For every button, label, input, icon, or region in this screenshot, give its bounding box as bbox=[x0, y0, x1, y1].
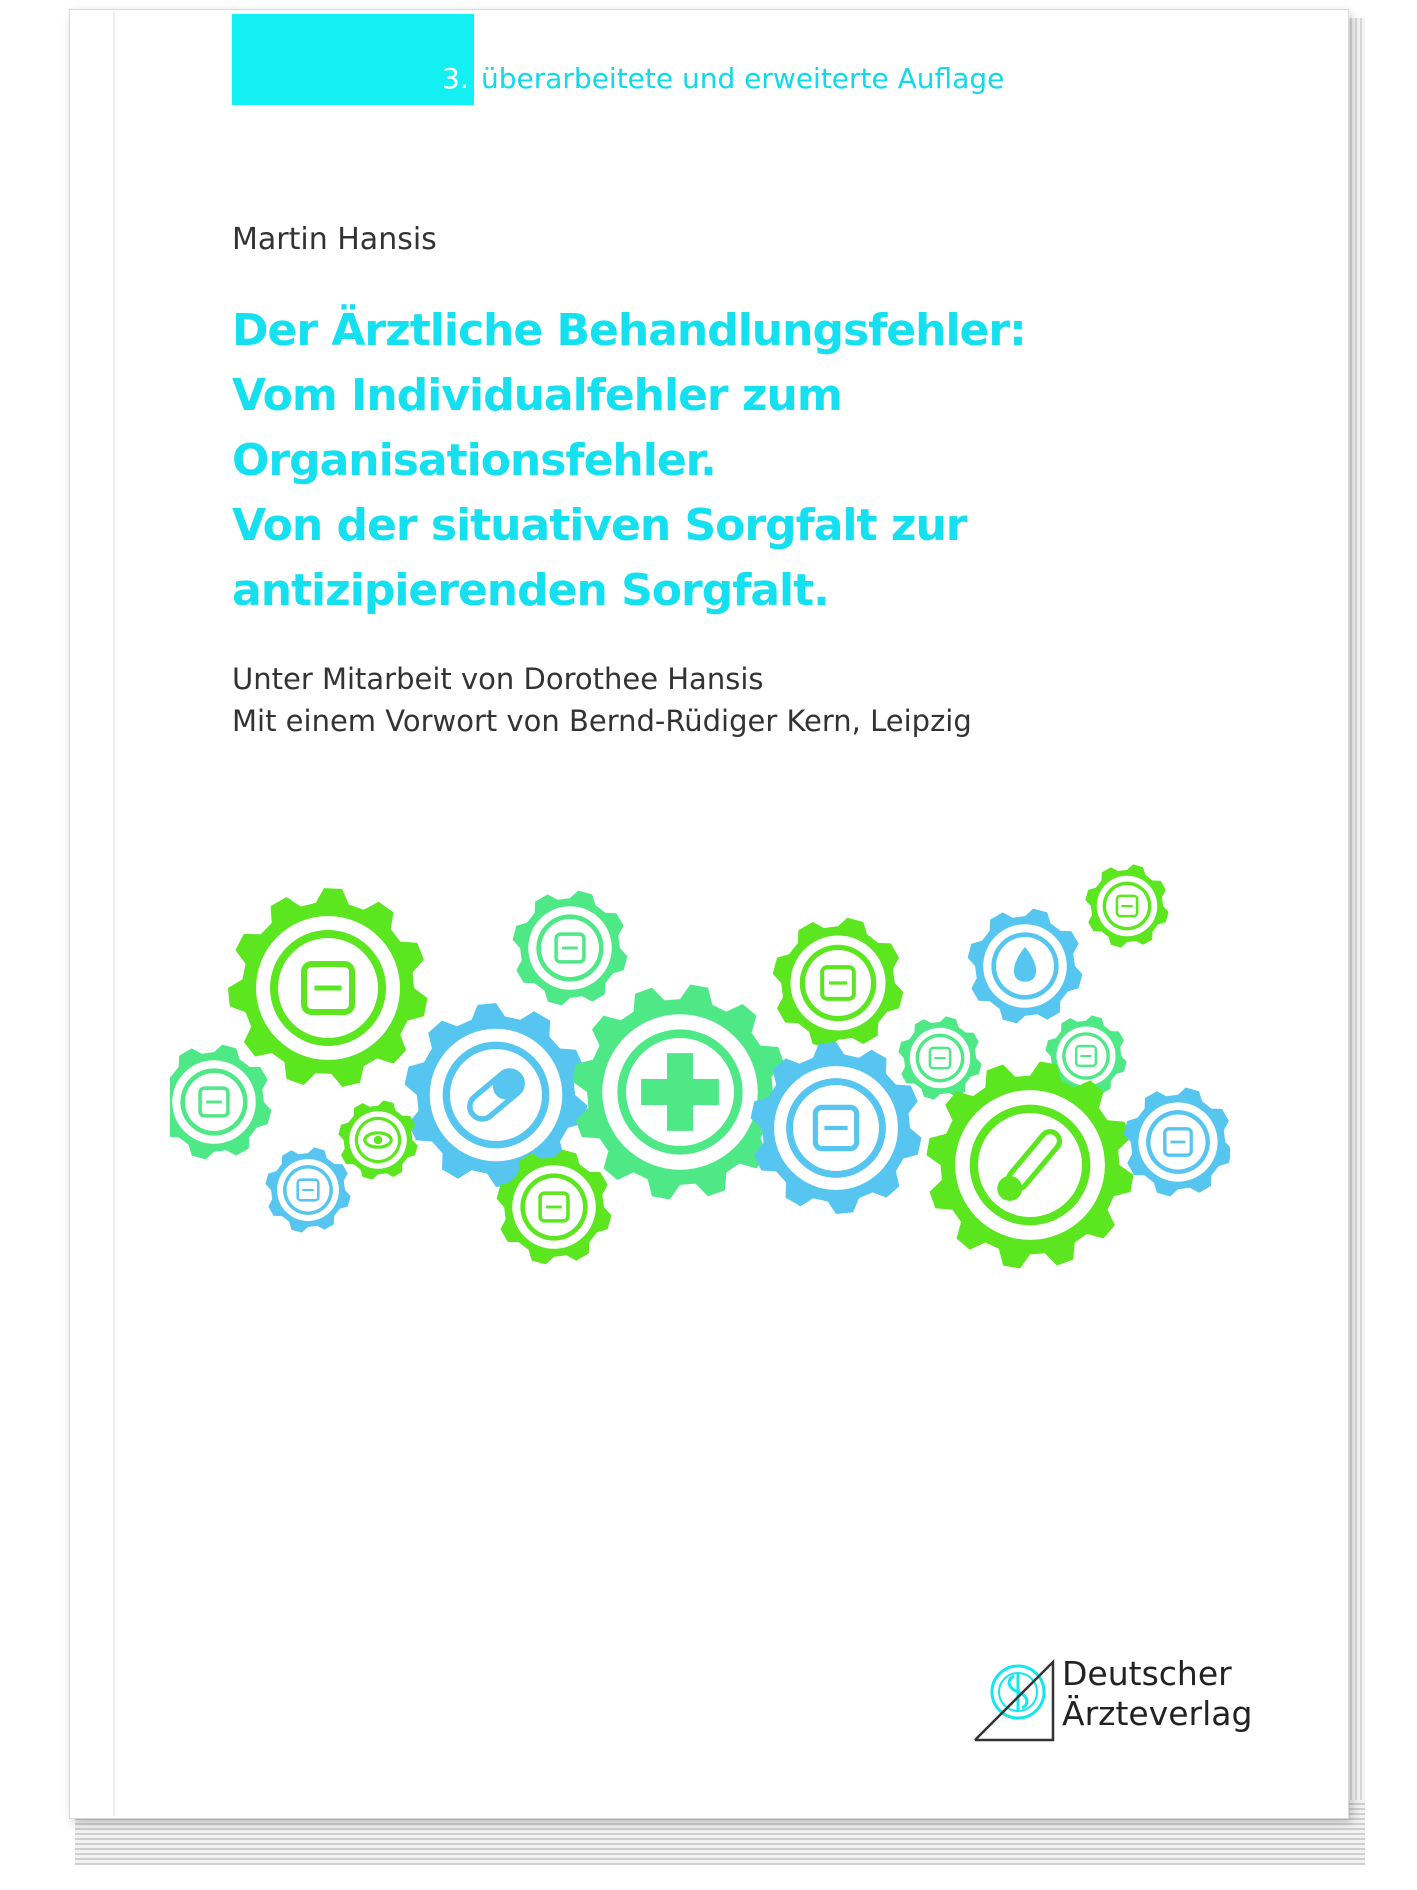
gear bbox=[573, 985, 788, 1200]
gear bbox=[751, 1042, 922, 1214]
publisher-name bbox=[1062, 1654, 1252, 1734]
contributors bbox=[232, 658, 972, 742]
gear bbox=[968, 909, 1083, 1024]
gear bbox=[773, 918, 904, 1049]
edition-number: 3. bbox=[442, 62, 469, 95]
cover-fold-line bbox=[113, 12, 115, 1816]
publisher-logo-mark bbox=[975, 1662, 1053, 1740]
gear bbox=[927, 1062, 1134, 1269]
title-line: antizipierenden Sorgfalt. bbox=[232, 565, 829, 616]
gear bbox=[513, 891, 628, 1006]
author-name: Martin Hansis bbox=[232, 222, 437, 257]
foreword-line: Mit einem Vorwort von Bernd-Rüdiger Kern, Leipzig bbox=[232, 704, 972, 738]
gear bbox=[265, 1147, 350, 1232]
gear bbox=[1085, 864, 1168, 947]
publisher-name-line: Deutscher bbox=[1062, 1654, 1232, 1693]
gear bbox=[228, 888, 428, 1087]
gear bbox=[170, 1045, 271, 1160]
title-line: Vom Individualfehler zum bbox=[232, 370, 842, 421]
gear bbox=[1124, 1088, 1231, 1197]
title-line: Organisationsfehler. bbox=[232, 435, 716, 486]
collaboration-line: Unter Mitarbeit von Dorothee Hansis bbox=[232, 662, 764, 696]
title-line: Der Ärztliche Behandlungsfehler: bbox=[232, 305, 1026, 356]
edition-color-block bbox=[232, 14, 474, 105]
edition-label: überarbeitete und erweiterte Auflage bbox=[481, 62, 1005, 95]
gear bbox=[338, 1100, 417, 1179]
title-line: Von der situativen Sorgfalt zur bbox=[232, 500, 967, 551]
publisher-name-line: Ärzteverlag bbox=[1062, 1694, 1253, 1733]
medical-gears-illustration bbox=[170, 860, 1230, 1290]
book-title bbox=[232, 298, 1292, 623]
